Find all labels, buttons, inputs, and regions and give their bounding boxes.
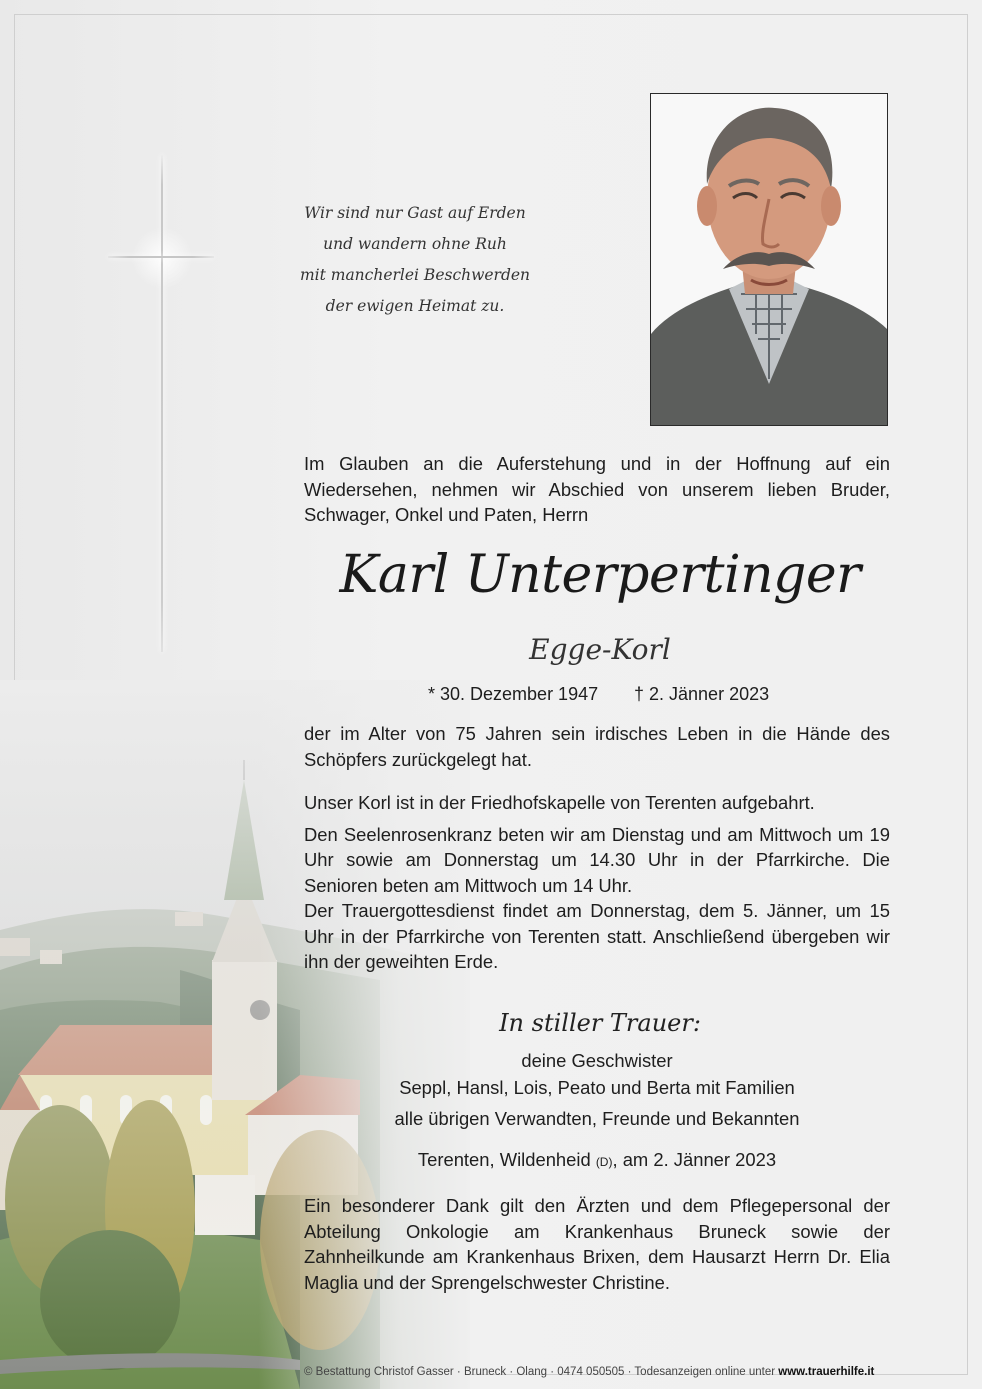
footer-text: © Bestattung Christof Gasser · Bruneck · Olang · 0474 050505 · Todesanzeigen online unter <box>304 1366 779 1378</box>
mourner-line: alle übrigen Verwandten, Freunde und Bekannten <box>394 1108 800 1129</box>
arrangements-text <box>304 790 890 975</box>
arrangement-paragraph: Der Trauergottesdienst findet am Donnerstag, dem 5. Jänner, um 15 Uhr in der Pfarrkirche von Terenten statt. Anschließend übergeben wir ihn der geweihten Erde. <box>304 900 890 972</box>
place-country: (D) <box>595 1155 613 1169</box>
date-text: , am 2. Jänner 2023 <box>612 1149 777 1170</box>
deceased-name: Karl Unterpertinger <box>339 545 861 605</box>
place-and-date <box>304 1147 890 1175</box>
cross-bar <box>108 256 214 258</box>
death-date: † 2. Jänner 2023 <box>634 684 770 704</box>
cross-icon <box>161 155 163 652</box>
intro-paragraph: Im Glauben an die Auferstehung und in der Hoffnung auf ein Wiedersehen, nehmen wir Abschied von unserem lieben Bruder, Schwager, Onkel und Paten, Herrn <box>304 453 890 525</box>
portrait-photo <box>650 93 888 426</box>
poem-line: und wandern ohne Ruh <box>323 235 507 253</box>
poem-line: mit mancherlei Beschwerden <box>299 266 531 284</box>
thanks-text <box>304 1193 890 1295</box>
place-text: Terenten, Wildenheid <box>417 1149 596 1170</box>
arrangement-paragraph: Den Seelenrosenkranz beten wir am Dienstag und am Mittwoch um 19 Uhr sowie am Donnerstag um 14.30 Uhr in der Pfarrkirche. Die Senioren beten am Mittwoch um 14 Uhr. <box>304 823 890 896</box>
poem-line: Wir sind nur Gast auf Erden <box>304 204 526 222</box>
mourning-title: In stiller Trauer: <box>499 1009 701 1037</box>
thanks-paragraph: Ein besonderer Dank gilt den Ärzten und dem Pflegepersonal der Abteilung Onkologie am Krankenhaus Bruneck sowie der Zahnheilkunde am Krankenhaus Brixen, dem Hausarzt Herrn Dr. Elia Maglia und der Sprengelschwester Christine. <box>304 1195 890 1293</box>
age-paragraph: der im Alter von 75 Jahren sein irdisches Leben in die Hände des Schöpfers zurückgelegt hat. <box>304 723 890 770</box>
footer-link[interactable]: www.trauerhilfe.it <box>778 1366 875 1378</box>
intro-text <box>304 451 890 528</box>
mourner-line: Seppl, Hansl, Lois, Peato und Berta mit Familien <box>399 1077 795 1098</box>
mourner-line: deine Geschwister <box>521 1050 673 1071</box>
footer <box>304 1366 904 1378</box>
birth-date: * 30. Dezember 1947 <box>428 684 599 704</box>
poem-line: der ewigen Heimat zu. <box>325 297 505 315</box>
poem <box>290 198 540 322</box>
mourners-list <box>304 1047 890 1133</box>
arrangement-paragraph: Unser Korl ist in der Friedhofskapelle von Terenten aufgebahrt. <box>304 792 815 813</box>
age-text <box>304 721 890 772</box>
deceased-nickname: Egge-Korl <box>529 633 671 666</box>
portrait-image <box>651 94 887 425</box>
